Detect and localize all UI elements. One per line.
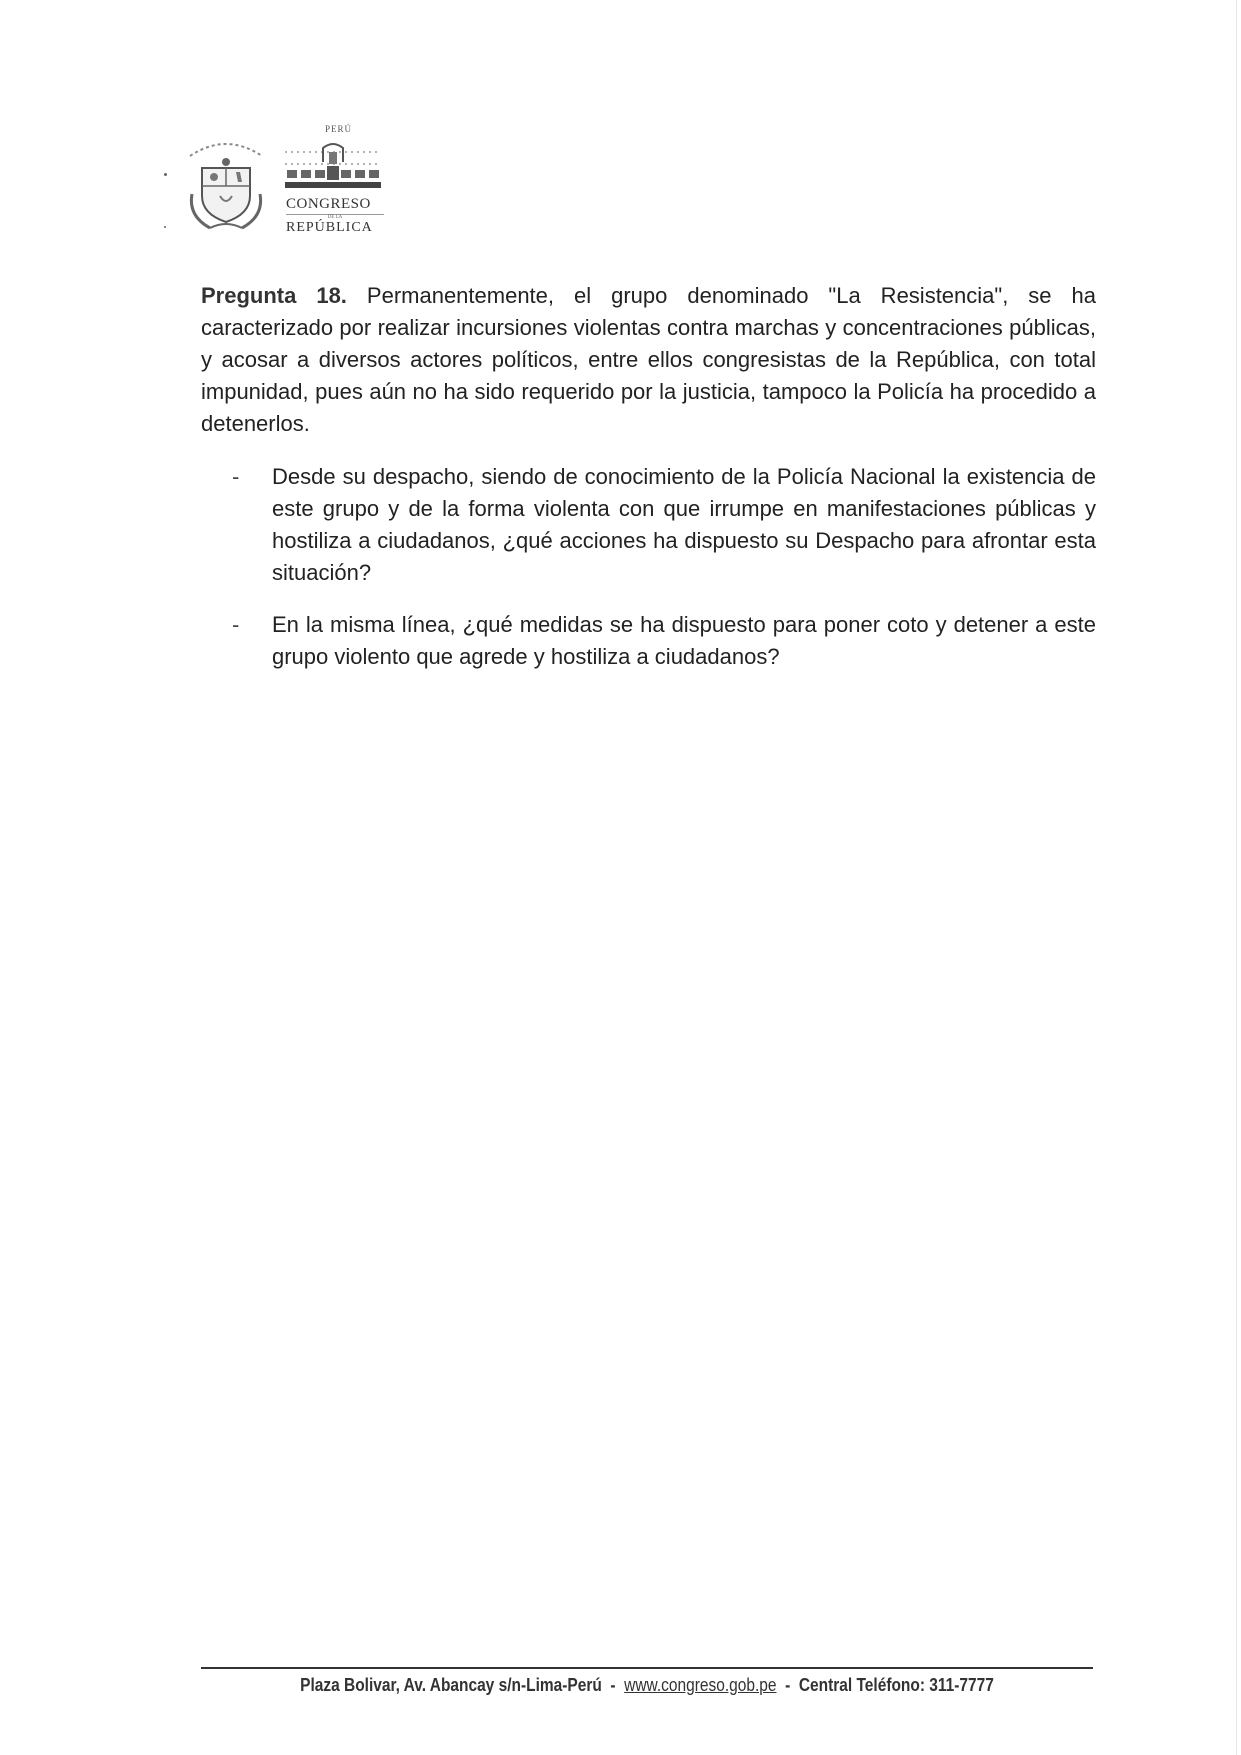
letterhead-congreso: CONGRESO xyxy=(286,196,371,212)
page-edge xyxy=(1236,0,1237,1755)
footer-separator: - xyxy=(785,1675,791,1695)
letterhead xyxy=(180,120,410,240)
footer-website-link[interactable]: www.congreso.gob.pe xyxy=(624,1675,777,1695)
list-item xyxy=(232,609,1096,673)
footer-rule xyxy=(201,1667,1093,1669)
letterhead-de-la: DE LA xyxy=(286,214,384,220)
sub-question-list xyxy=(232,461,1096,693)
footer xyxy=(263,1675,1030,1696)
question-paragraph xyxy=(201,280,1096,440)
congress-building-icon xyxy=(283,132,383,192)
sub-question-text: Desde su despacho, siendo de conocimiento de la Policía Nacional la existencia de este grupo y de la forma violenta con que irrumpe en manifestaciones públicas y hostiliza a ciudadanos, ¿qué acciones ha dispuesto su Despacho para afrontar esta situación? xyxy=(272,464,1096,585)
bullet-dash: - xyxy=(232,612,240,637)
footer-separator: - xyxy=(610,1675,616,1695)
bullet-dash: - xyxy=(232,464,240,489)
sub-question-text: En la misma línea, ¿qué medidas se ha dispuesto para poner coto y detener a este grupo violento que agrede y hostiliza a ciudadanos? xyxy=(272,612,1096,669)
footer-address: Plaza Bolivar, Av. Abancay s/n-Lima-Perú xyxy=(300,1675,602,1695)
question-label: Pregunta 18. xyxy=(201,283,347,308)
scan-speck xyxy=(164,226,166,228)
scan-speck xyxy=(164,173,167,176)
footer-phone: Central Teléfono: 311-7777 xyxy=(798,1675,994,1695)
question-text: Permanentemente, el grupo denominado "La Resistencia", se ha caracterizado por realizar incursiones violentas contra marchas y concentraciones públicas, y acosar a diversos actores políticos, entre ellos congresistas de la República, con total impunidad, pues aún no ha sido requerido por la justicia, tampoco la Policía ha procedido a detenerlos. xyxy=(201,283,1096,436)
letterhead-republica: REPÚBLICA xyxy=(286,220,373,235)
list-item xyxy=(232,461,1096,589)
coat-of-arms-icon xyxy=(180,134,272,234)
letterhead-peru-text: PERÚ xyxy=(325,124,353,134)
